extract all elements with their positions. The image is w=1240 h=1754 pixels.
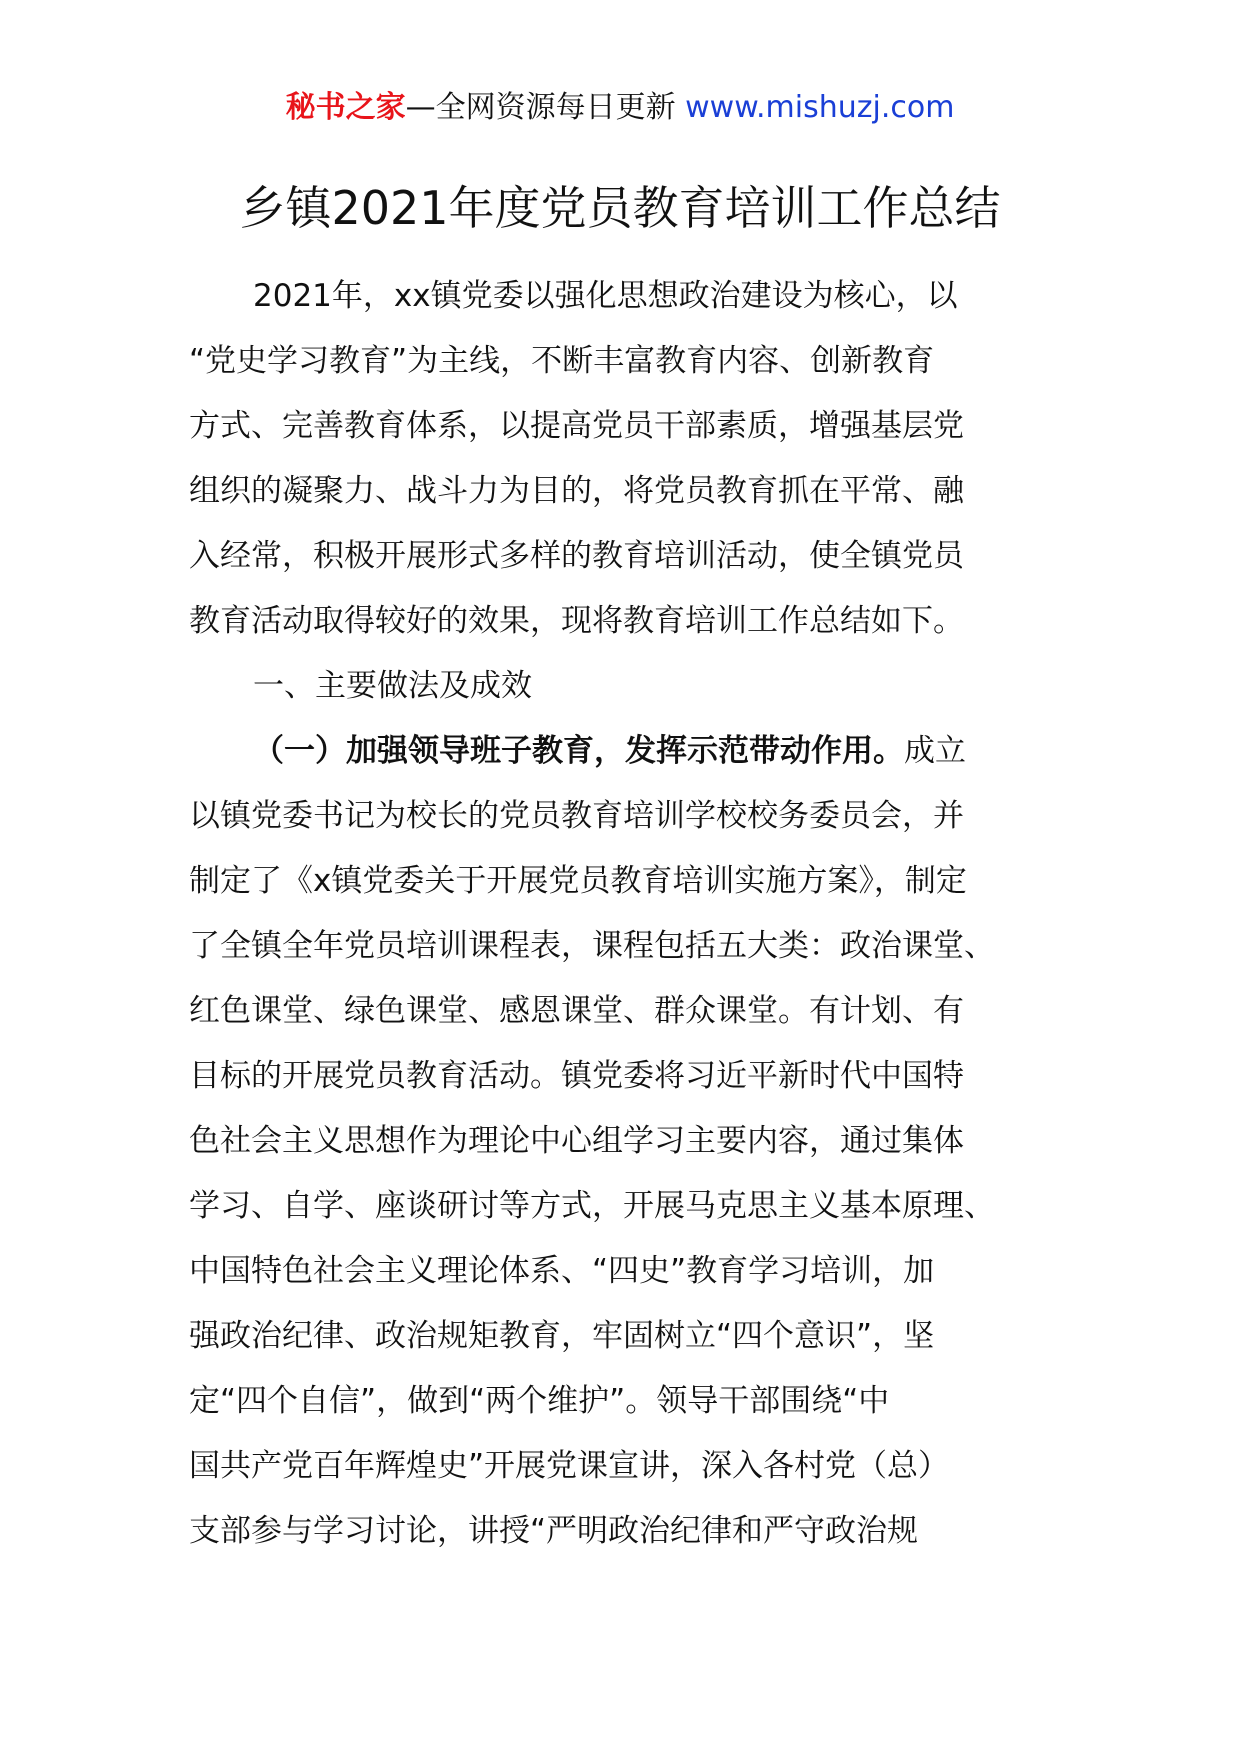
document-title: 乡镇2021年度党员教育培训工作总结	[239, 181, 1001, 235]
paragraph-line: 国共产党百年辉煌史”开展党课宣讲，深入各村党（总）	[189, 1448, 950, 1484]
site-header	[0, 88, 1240, 128]
paragraph-line: 方式、完善教育体系，以提高党员干部素质，增强基层党	[189, 408, 964, 444]
document-body	[189, 264, 1069, 1564]
paragraph-line: 教育活动取得较好的效果，现将教育培训工作总结如下。	[189, 603, 964, 639]
paragraph-line: 强政治纪律、政治规矩教育，牢固树立“四个意识”，坚	[189, 1318, 935, 1354]
paragraph-line: 定“四个自信”，做到“两个维护”。领导干部围绕“中	[189, 1383, 890, 1419]
site-slogan: —全网资源每日更新	[405, 90, 686, 125]
paragraph-line: 支部参与学习讨论，讲授“严明政治纪律和严守政治规	[189, 1513, 919, 1549]
subheading-continuation: 成立	[904, 733, 966, 769]
paragraph-line: 色社会主义思想作为理论中心组学习主要内容，通过集体	[189, 1123, 964, 1159]
site-url-link[interactable]: www.mishuzj.com	[685, 90, 955, 125]
subheading-bold: （一）加强领导班子教育，发挥示范带动作用。	[253, 733, 904, 769]
paragraph-line: 2021年，xx镇党委以强化思想政治建设为核心，以	[253, 278, 958, 314]
paragraph-line: 了全镇全年党员培训课程表，课程包括五大类：政治课堂、	[189, 928, 995, 964]
paragraph-line: 入经常，积极开展形式多样的教育培训活动，使全镇党员	[189, 538, 964, 574]
site-brand: 秘书之家	[285, 90, 406, 125]
subheading-line	[189, 719, 1069, 784]
paragraph-line: 学习、自学、座谈研讨等方式，开展马克思主义基本原理、	[189, 1188, 995, 1224]
paragraph-line: 制定了《x镇党委关于开展党员教育培训实施方案》，制定	[189, 863, 967, 899]
paragraph-line: 中国特色社会主义理论体系、“四史”教育学习培训，加	[189, 1253, 935, 1289]
section-heading: 一、主要做法及成效	[253, 668, 532, 704]
paragraph-line: 组织的凝聚力、战斗力为目的，将党员教育抓在平常、融	[189, 473, 964, 509]
paragraph-line: 红色课堂、绿色课堂、感恩课堂、群众课堂。有计划、有	[189, 993, 964, 1029]
paragraph-line: 以镇党委书记为校长的党员教育培训学校校务委员会，并	[189, 798, 964, 834]
paragraph-line: 目标的开展党员教育活动。镇党委将习近平新时代中国特	[189, 1058, 964, 1094]
paragraph-line: “党史学习教育”为主线，不断丰富教育内容、创新教育	[189, 343, 935, 379]
